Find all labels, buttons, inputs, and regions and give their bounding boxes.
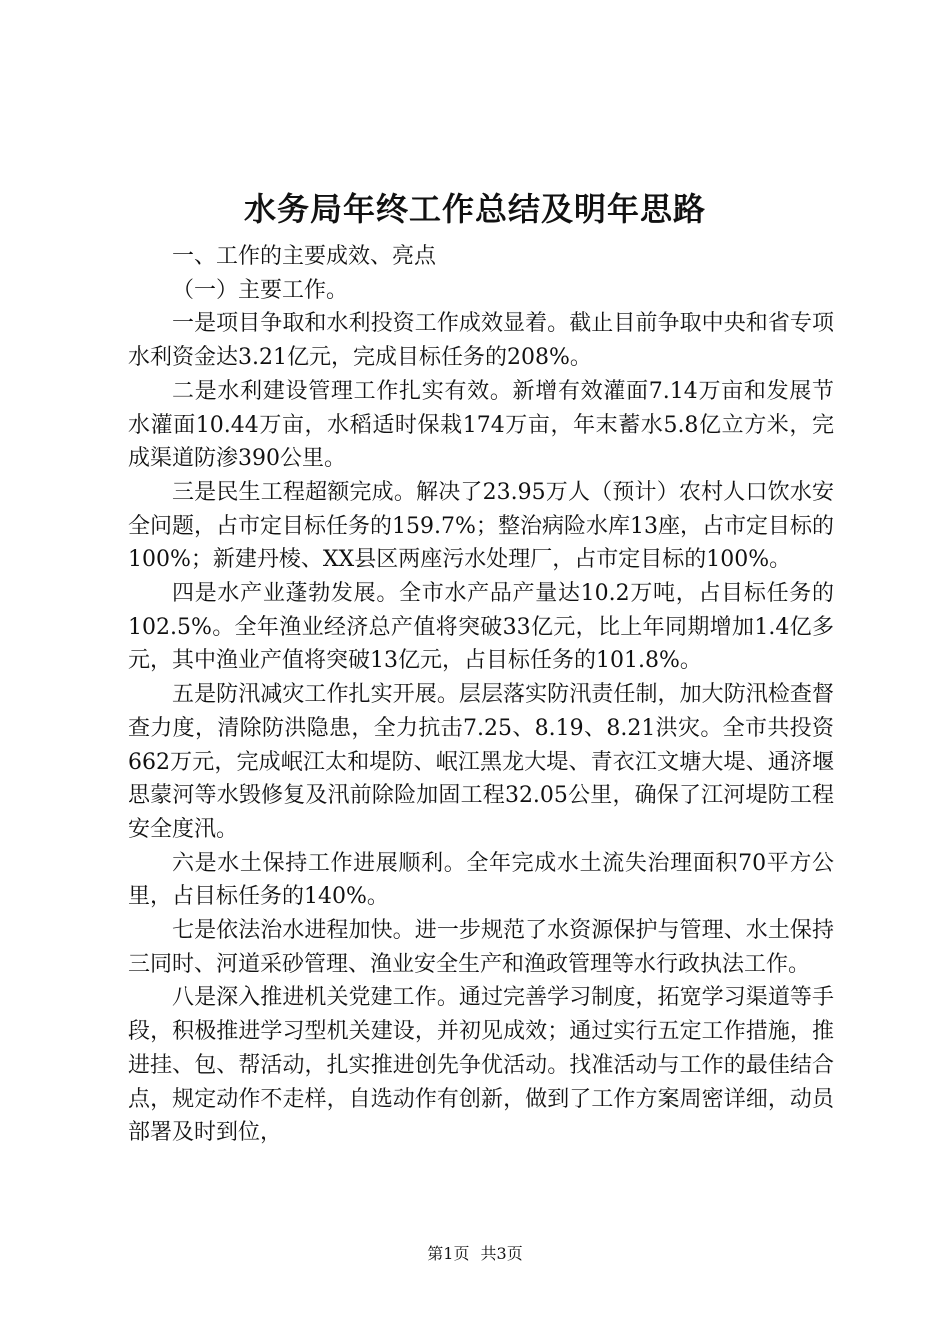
paragraph: 五是防汛减灾工作扎实开展。层层落实防汛责任制，加大防汛检查督查力度，清除防洪隐患，全力抗击7.25、8.19、8.21洪灾。全市共投资662万元，完成岷江太和堤防、岷江黑龙大堤、青衣江文塘大堤、通济堰思蒙河等水毁修复及汛前除险加固工程32.05公里，确保了江河堤防工程安全度汛。 [128,682,834,842]
paragraph: 二是水利建设管理工作扎实有效。新增有效灌面7.14万亩和发展节水灌面10.44万亩，水稻适时保栽174万亩，年末蓄水5.8亿立方米，完成渠道防渗390公里。 [128,378,834,472]
page-footer [0,1244,950,1264]
page-number: 第1页 [427,1244,470,1263]
section-heading: 一、工作的主要成效、亮点 [172,244,437,269]
document-body [128,240,834,1150]
paragraph: 七是依法治水进程加快。进一步规范了水资源保护与管理、水土保持三同时、河道采砂管理、渔业安全生产和渔政管理等水行政执法工作。 [128,918,834,977]
subsection-heading: （一）主要工作。 [172,277,349,303]
paragraph: 四是水产业蓬勃发展。全市水产品产量达10.2万吨，占目标任务的102.5%。全年渔业经济总产值将突破33亿元，比上年同期增加1.4亿多元，其中渔业产值将突破13亿元，占目标任务的101.8%。 [128,581,834,674]
paragraph: 六是水土保持工作进展顺利。全年完成水土流失治理面积70平方公里，占目标任务的140%。 [128,850,834,910]
paragraph: 八是深入推进机关党建工作。通过完善学习制度，拓宽学习渠道等手段，积极推进学习型机关建设，并初见成效；通过实行五定工作措施，推进挂、包、帮活动，扎实推进创先争优活动。找准活动与工作的最佳结合点，规定动作不走样，自选动作有创新，做到了工作方案周密详细，动员部署及时到位， [128,985,834,1146]
paragraph: 一是项目争取和水利投资工作成效显着。截止目前争取中央和省专项水利资金达3.21亿元，完成目标任务的208%。 [128,311,834,371]
document-title: 水务局年终工作总结及明年思路 [243,190,706,228]
paragraph: 三是民生工程超额完成。解决了23.95万人（预计）农村人口饮水安全问题，占市定目标任务的159.7%；整治病险水库13座，占市定目标的100%；新建丹棱、XX县区两座污水处理厂，占市定目标的100%。 [128,479,834,573]
page-total: 共3页 [480,1244,523,1263]
